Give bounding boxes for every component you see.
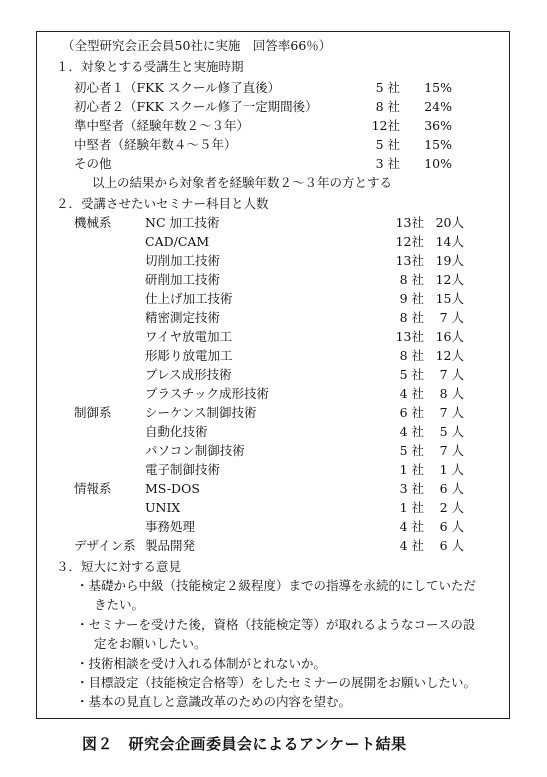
s2-count: 4 社 — [399, 424, 424, 439]
opinion-item-cont: きたい。 — [94, 597, 145, 612]
s2-subject: 電子制御技術 — [145, 462, 221, 477]
s2-subject: パソコン制御技術 — [145, 443, 245, 458]
s2-people: 16人 — [435, 329, 464, 344]
s2-count: 6 社 — [399, 405, 424, 420]
section-2-title: ２．受講させたいセミナー科目と人数 — [56, 196, 269, 211]
s1-row-count: 5 社 — [375, 80, 400, 95]
s2-group-label: 情報系 — [74, 481, 112, 496]
s2-subject: 精密測定技術 — [145, 310, 221, 325]
s2-subject: MS-DOS — [145, 481, 200, 496]
s2-count: 1 社 — [399, 500, 424, 515]
s1-row-label: 初心者１（FKK スクール修了直後） — [74, 80, 281, 95]
s2-subject: シーケンス制御技術 — [145, 405, 257, 420]
s2-count: 3 社 — [399, 481, 424, 496]
s2-count: 12社 — [395, 234, 424, 249]
s2-count: 4 社 — [399, 519, 424, 534]
s2-subject: NC 加工技術 — [145, 215, 220, 230]
s2-people: 2 人 — [439, 500, 464, 515]
s1-conclusion: 以上の結果から対象者を経験年数２～３年の方とする — [92, 175, 393, 190]
s1-row-count: 12社 — [371, 118, 400, 133]
s2-people: 6 人 — [439, 519, 464, 534]
s1-row-pct: 15% — [424, 80, 452, 95]
s1-row-label: 初心者２（FKK スクール修了一定期間後） — [74, 99, 318, 114]
figure-caption: 図２ 研究会企画委員会によるアンケート結果 — [82, 735, 407, 753]
s2-people: 19人 — [435, 253, 464, 268]
s2-count: 13社 — [395, 329, 424, 344]
s2-count: 9 社 — [399, 291, 424, 306]
s1-row-label: 中堅者（経験年数４～５年） — [74, 137, 237, 152]
s2-count: 4 社 — [399, 538, 424, 553]
s1-row-pct: 24% — [424, 99, 452, 114]
s2-subject: 仕上げ加工技術 — [145, 291, 233, 306]
s2-people: 7 人 — [439, 405, 464, 420]
s2-subject: CAD/CAM — [145, 234, 210, 249]
s2-subject: ワイヤ放電加工 — [145, 329, 233, 344]
s2-count: 4 社 — [399, 386, 424, 401]
s2-people: 15人 — [435, 291, 464, 306]
s2-group-label: 機械系 — [74, 215, 112, 230]
s2-count: 5 社 — [399, 443, 424, 458]
s2-people: 7 人 — [439, 443, 464, 458]
section-1-title: １．対象とする受講生と実施時期 — [56, 59, 244, 74]
s2-group-label: デザイン系 — [74, 538, 136, 553]
s2-subject: 事務処理 — [145, 519, 196, 534]
s2-subject: プレス成形技術 — [145, 367, 232, 382]
s1-row-pct: 36% — [424, 118, 452, 133]
s2-subject: 形彫り放電加工 — [145, 348, 233, 363]
s2-count: 13社 — [395, 253, 424, 268]
s2-subject: UNIX — [145, 500, 181, 515]
s1-row-count: 3 社 — [375, 156, 400, 171]
s2-count: 1 社 — [399, 462, 424, 477]
s2-people: 6 人 — [439, 538, 464, 553]
s1-row-label: その他 — [74, 156, 112, 171]
opinion-item-cont: 定をお願いしたい。 — [94, 636, 207, 651]
opinion-item: ・基本の見直しと意識改革のための内容を望む。 — [76, 694, 352, 709]
s2-people: 6 人 — [439, 481, 464, 496]
s1-row-count: 8 社 — [375, 99, 400, 114]
s2-count: 8 社 — [399, 272, 424, 287]
s1-row-pct: 10% — [424, 156, 452, 171]
s2-group-label: 制御系 — [74, 405, 112, 420]
s1-row-label: 準中堅者（経験年数２～３年） — [74, 118, 250, 133]
s2-people: 14人 — [435, 234, 464, 249]
s2-count: 8 社 — [399, 348, 424, 363]
s1-row-count: 5 社 — [375, 137, 400, 152]
survey-header: （全型研究会正会員50社に実施 回答率66％） — [62, 38, 332, 53]
s1-row-pct: 15% — [424, 137, 452, 152]
s2-people: 7 人 — [439, 310, 464, 325]
opinion-item: ・セミナーを受けた後，資格（技能検定等）が取れるようなコースの設 — [76, 617, 476, 632]
opinion-item: ・技術相談を受け入れる体制がとれないか。 — [76, 656, 327, 671]
s2-subject: 自動化技術 — [145, 424, 208, 439]
opinion-item: ・目標設定（技能検定合格等）をしたセミナーの展開をお願いしたい。 — [76, 675, 477, 690]
s2-people: 1 人 — [439, 462, 464, 477]
section-3-title: ３．短大に対する意見 — [56, 559, 182, 574]
s2-count: 8 社 — [399, 310, 424, 325]
s2-people: 12人 — [435, 348, 464, 363]
s2-count: 13社 — [395, 215, 424, 230]
s2-subject: 製品開発 — [145, 538, 196, 553]
s2-people: 8 人 — [439, 386, 464, 401]
s2-subject: 研削加工技術 — [145, 272, 221, 287]
s2-people: 5 人 — [439, 424, 464, 439]
s2-subject: プラスチック成形技術 — [145, 386, 270, 401]
s2-subject: 切削加工技術 — [145, 253, 221, 268]
opinion-item: ・基礎から中級（技能検定２級程度）までの指導を永続的にしていただ — [76, 578, 477, 593]
s2-people: 7 人 — [439, 367, 464, 382]
s2-people: 12人 — [435, 272, 464, 287]
s2-people: 20人 — [435, 215, 464, 230]
s2-count: 5 社 — [399, 367, 424, 382]
